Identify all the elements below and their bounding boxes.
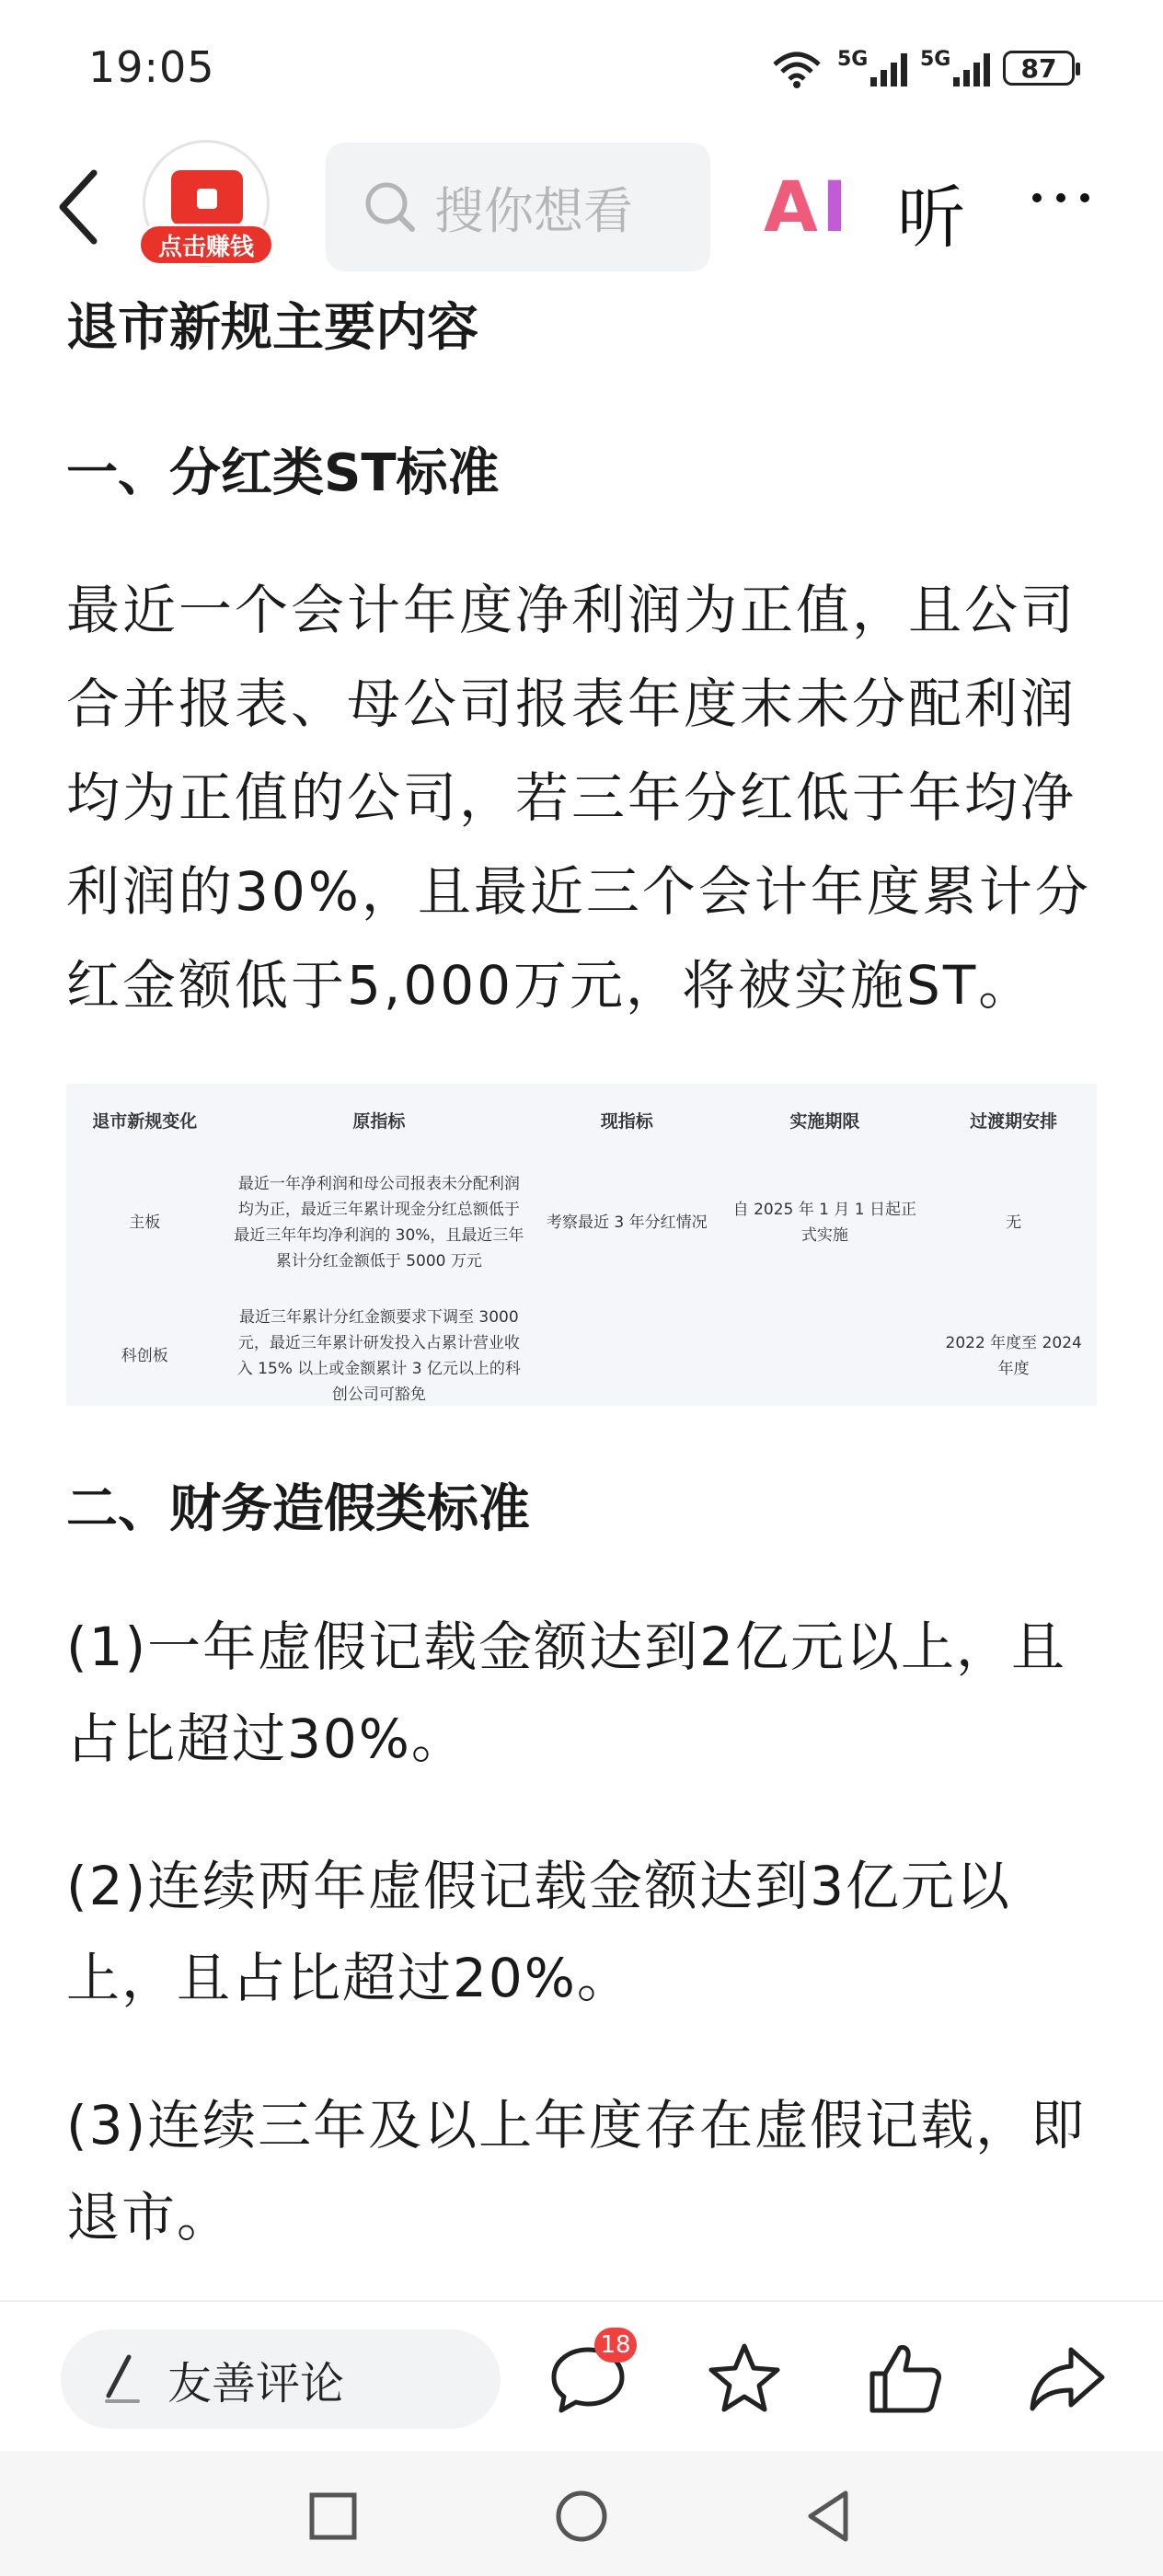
table-header: 原指标 [352, 1110, 406, 1132]
wifi-icon [769, 48, 824, 88]
table-cell [719, 1290, 930, 1422]
earn-money-button[interactable] [138, 143, 276, 271]
table-header: 退市新规变化 [92, 1110, 198, 1132]
table-cell: 考察最近 3 年分红情况 [546, 1213, 708, 1232]
section2-item-3: (3)连续三年及以上年度存在虚假记载，即退市。 [66, 2094, 1087, 2248]
share-button[interactable] [1025, 2337, 1108, 2420]
comment-count-badge: 18 [594, 2328, 637, 2363]
table-cell: 2022 年度至 2024 年度 [945, 1334, 1082, 1378]
table-cell [535, 1290, 719, 1422]
rules-table [66, 1084, 1097, 1422]
back-chevron-icon[interactable] [52, 166, 107, 248]
ai-label-a: A [764, 166, 822, 247]
ai-button[interactable] [764, 166, 851, 247]
rules-table-image[interactable] [66, 1084, 1097, 1406]
signal-icon-1 [837, 50, 907, 86]
section2-heading: 二、财务造假类标准 [66, 1479, 530, 1539]
section1-heading: 一、分红类ST标准 [66, 443, 500, 503]
table-header: 现指标 [600, 1110, 653, 1132]
table-cell: 科创板 [121, 1347, 168, 1365]
section2-item-1: (1)一年虚假记载金额达到2亿元以上，且占比超过30%。 [66, 1616, 1067, 1770]
status-time: 19:05 [88, 42, 215, 92]
share-arrow-icon [1025, 2337, 1108, 2420]
table-header: 过渡期安排 [970, 1110, 1058, 1132]
recent-apps-icon[interactable] [301, 2484, 365, 2548]
search-placeholder: 搜你想看 [434, 181, 633, 240]
like-button[interactable] [863, 2337, 946, 2420]
table-cell: 无 [1006, 1213, 1022, 1232]
section2-item-2: (2)连续两年虚假记载金额达到3亿元以上，且占比超过20%。 [66, 1855, 1012, 2009]
table-cell: 自 2025 年 1 月 1 日起正式实施 [732, 1201, 916, 1245]
home-icon[interactable] [549, 2484, 614, 2548]
signal-label-2: 5G [920, 48, 951, 71]
thumb-up-icon [863, 2337, 946, 2420]
battery-icon [1003, 51, 1075, 86]
comment-input[interactable] [61, 2329, 501, 2429]
section1-paragraph: 最近一个会计年度净利润为正值，且公司合并报表、母公司报表年度末未分配利润均为正值的公司，若三年分红低于年均净利润的30%，且最近三个会计年度累计分红金额低于5,000万元，将被实施ST。 [66, 579, 1091, 1017]
comments-button[interactable] [547, 2331, 631, 2420]
table-cell: 主板 [129, 1213, 161, 1232]
pen-icon [98, 2352, 142, 2407]
signal-label-1: 5G [837, 48, 869, 71]
battery-level: 87 [1020, 52, 1057, 84]
comment-placeholder: 友善评论 [167, 2357, 345, 2409]
favorite-button[interactable] [703, 2337, 786, 2420]
signal-icon-2 [920, 50, 990, 86]
article-title: 退市新规主要内容 [66, 298, 478, 358]
status-icons [769, 44, 1075, 92]
earn-money-label: 点击赚钱 [138, 224, 274, 266]
search-icon [363, 179, 418, 235]
search-bar[interactable] [326, 143, 710, 271]
table-header: 实施期限 [789, 1110, 860, 1132]
table-row [66, 1156, 1097, 1290]
table-row [66, 1290, 1097, 1422]
star-icon [703, 2337, 786, 2420]
table-cell: 最近一年净利润和母公司报表未分配利润均为正，最近三年累计现金分红总额低于最近三年年均净利润的 30%，且最近三年累计分红金额低于 5000 万元 [234, 1175, 524, 1271]
more-dots-icon[interactable] [1032, 193, 1089, 202]
listen-button[interactable]: 听 [897, 178, 965, 258]
ai-label-i: I [821, 166, 852, 247]
system-back-icon[interactable] [798, 2484, 862, 2548]
table-cell: 最近三年累计分红金额要求下调至 3000 元，最近三年累计研发投入占累计营业收入 15% 以上或金额累计 3 亿元以上的科创公司可豁免 [236, 1308, 521, 1404]
